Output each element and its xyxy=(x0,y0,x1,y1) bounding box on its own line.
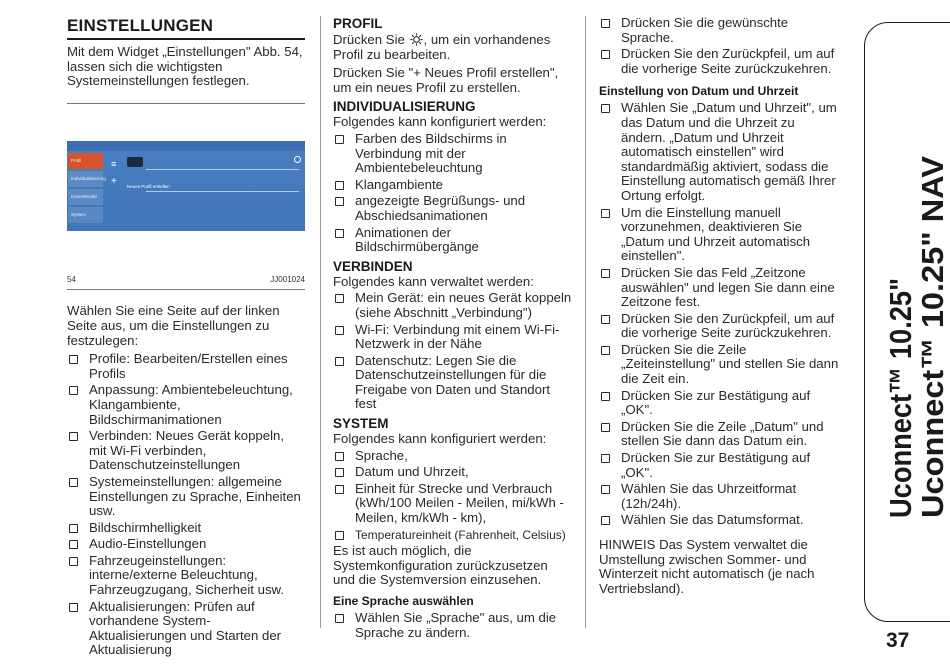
list-item: Animationen der Bildschirmübergänge xyxy=(333,226,573,255)
list-item: Fahrzeugeinstellungen: interne/externe Beleuchtung, Fahrzeugzugang, Sicherheit usw. xyxy=(67,554,305,598)
body-paragraph: Wählen Sie eine Seite auf der linken Seite aus, um die Einstellungen zu festzulegen: xyxy=(67,303,280,348)
sprache-list-continued xyxy=(599,16,839,76)
figure-separator xyxy=(146,191,299,192)
figure-separator xyxy=(146,169,299,170)
section-heading-einstellungen: EINSTELLUNGEN xyxy=(67,16,305,40)
figure-caption xyxy=(67,273,305,291)
list-item: Um die Einstellung manuell vorzunehmen, deaktivieren Sie „Datum und Uhrzeit automatisch einstellen". xyxy=(599,206,839,264)
figure-menu-item: Konnektivität xyxy=(68,189,103,205)
system-list xyxy=(333,449,573,543)
figure-main-panel xyxy=(111,153,305,223)
list-item: Drücken Sie zur Bestätigung auf „OK". xyxy=(599,389,839,418)
column-1 xyxy=(67,16,305,660)
heading-verbinden: VERBINDEN xyxy=(333,258,413,274)
column-2 xyxy=(333,16,573,642)
divider xyxy=(67,103,305,104)
figure-side-menu xyxy=(67,151,104,231)
settings-list xyxy=(67,352,305,658)
column-divider xyxy=(320,16,321,628)
list-item: Drücken Sie die gewünschte Sprache. xyxy=(599,16,839,45)
list-item: Drücken Sie das Feld „Zeitzone auswählen" und legen Sie dann eine Zeitzone fest. xyxy=(599,266,839,310)
figure-new-profile-label: Neues Profil erstellen xyxy=(127,183,170,189)
figure-avatar xyxy=(127,157,143,167)
figure-number: 54 xyxy=(67,274,76,284)
heading-system: SYSTEM xyxy=(333,416,389,432)
list-item: Farben des Bildschirms in Verbindung mit der Ambientebeleuchtung xyxy=(333,132,573,176)
indiv-intro: Folgendes kann konfiguriert werden: xyxy=(333,114,547,130)
verbinden-list xyxy=(333,291,573,412)
list-item: Klangambiente xyxy=(333,178,573,193)
list-item: Systemeinstellungen: allgemeine Einstellungen zu Sprache, Einheiten usw. xyxy=(67,475,305,519)
list-item: Anpassung: Ambientebeleuchtung, Klangambiente, Bildschirmanimationen xyxy=(67,383,305,427)
list-item: Verbinden: Neues Gerät koppeln, mit Wi-Fi verbinden, Datenschutzeinstellungen xyxy=(67,429,305,473)
heading-sprache: Eine Sprache auswählen xyxy=(333,594,474,608)
verbinden-intro: Folgendes kann verwaltet werden: xyxy=(333,273,534,289)
system-paragraph: Es ist auch möglich, die Systemkonfiguration zurückzusetzen und die Systemversion einzusehen. xyxy=(333,543,548,588)
chapter-title-line-2: Uconnect™ 10.25" NAV xyxy=(915,173,950,518)
list-item: Datum und Uhrzeit, xyxy=(333,465,573,480)
list-item: Audio-Einstellungen xyxy=(67,537,305,552)
list-item: Drücken Sie den Zurückpfeil, um auf die vorherige Seite zurückzukehren. xyxy=(599,312,839,341)
profil-p1-start: Drücken Sie xyxy=(333,32,405,47)
column-divider xyxy=(585,16,586,628)
list-item: Mein Gerät: ein neues Gerät koppeln (siehe Abschnitt „Verbindung") xyxy=(333,291,573,320)
chapter-title-line-1: Uconnect™ 10.25" xyxy=(883,244,918,518)
heading-profil: PROFIL xyxy=(333,16,383,31)
heading-individualisierung: INDIVIDUALISIERUNG xyxy=(333,99,476,115)
list-item: Wählen Sie „Sprache" aus, um die Sprache zu ändern. xyxy=(333,611,573,640)
list-item: Temperatureinheit (Fahrenheit, Celsius) xyxy=(333,528,573,543)
list-item: Bildschirmhelligkeit xyxy=(67,521,305,536)
settings-screenshot-figure xyxy=(67,141,305,231)
system-intro: Folgendes kann konfiguriert werden: xyxy=(333,431,547,447)
profil-p1-end: , um ein vorhandenes Profil zu bearbeiten. xyxy=(333,32,551,62)
page-number: 37 xyxy=(886,629,910,652)
list-item: Drücken Sie zur Bestätigung auf „OK". xyxy=(599,451,839,480)
list-item: Wählen Sie das Datumsformat. xyxy=(599,513,839,528)
list-item: Wi-Fi: Verbindung mit einem Wi-Fi-Netzwerk in der Nähe xyxy=(333,323,573,352)
list-item: Drücken Sie die Zeile „Zeiteinstellung" und stellen Sie dann die Zeit ein. xyxy=(599,343,839,387)
list-item: Drücken Sie die Zeile „Datum" und stellen Sie dann das Datum ein. xyxy=(599,420,839,449)
figure-menu-item: System xyxy=(68,207,103,223)
profil-paragraph-1 xyxy=(333,32,573,62)
chapter-title xyxy=(878,150,950,520)
figure-menu-item: Profil xyxy=(68,153,103,169)
list-item: Datenschutz: Legen Sie die Datenschutzeinstellungen für die Freigabe von Daten und Standort fest xyxy=(333,354,573,412)
list-item: Einheit für Strecke und Verbrauch (kWh/100 Meilen - Meilen, mi/kWh - Meilen, km/kWh - km), xyxy=(333,482,573,526)
datum-list xyxy=(599,101,839,528)
heading-datum-uhrzeit: Einstellung von Datum und Uhrzeit xyxy=(599,84,799,99)
figure-gear-icon xyxy=(294,156,301,163)
list-item: Aktualisierungen: Prüfen auf vorhandene System-Aktualisierungen und Starten der Aktualisierung xyxy=(67,600,305,658)
list-item: Wählen Sie „Datum und Uhrzeit", um das Datum und die Uhrzeit zu ändern. „Datum und Uhrzeit automatisch einstellen" wird standardmäßig aktiviert, sodass die Einstellung automatisch gemäß Ihrer Ortung erfolgt. xyxy=(599,101,839,203)
figure-plus-icon: + xyxy=(111,175,117,187)
figure-code: JJ001024 xyxy=(270,274,305,284)
figure-status-bar xyxy=(67,141,305,151)
list-item: angezeigte Begrüßungs- und Abschiedsanimationen xyxy=(333,194,573,223)
list-item: Wählen Sie das Uhrzeitformat (12h/24h). xyxy=(599,482,839,511)
profil-paragraph-2: Drücken Sie "+ Neues Profil erstellen", um ein neues Profil zu erstellen. xyxy=(333,65,559,95)
sprache-list xyxy=(333,611,573,640)
list-item: Profile: Bearbeiten/Erstellen eines Profils xyxy=(67,352,305,381)
list-item: Drücken Sie den Zurückpfeil, um auf die vorherige Seite zurückzukehren. xyxy=(599,47,839,76)
figure-menu-item: Individualisierung xyxy=(68,171,103,187)
column-3 xyxy=(599,16,839,600)
gear-icon xyxy=(409,32,424,47)
indiv-list xyxy=(333,132,573,255)
list-item: Sprache, xyxy=(333,449,573,464)
figure-menu-icon: ≡ xyxy=(111,158,117,169)
intro-paragraph: Mit dem Widget „Einstellungen" Abb. 54, lassen sich die wichtigsten Systemeinstellungen festlegen. xyxy=(67,44,303,89)
hinweis-note: HINWEIS Das System verwaltet die Umstellung zwischen Sommer- und Winterzeit nicht automatisch (je nach Vertriebsland). xyxy=(599,537,815,596)
